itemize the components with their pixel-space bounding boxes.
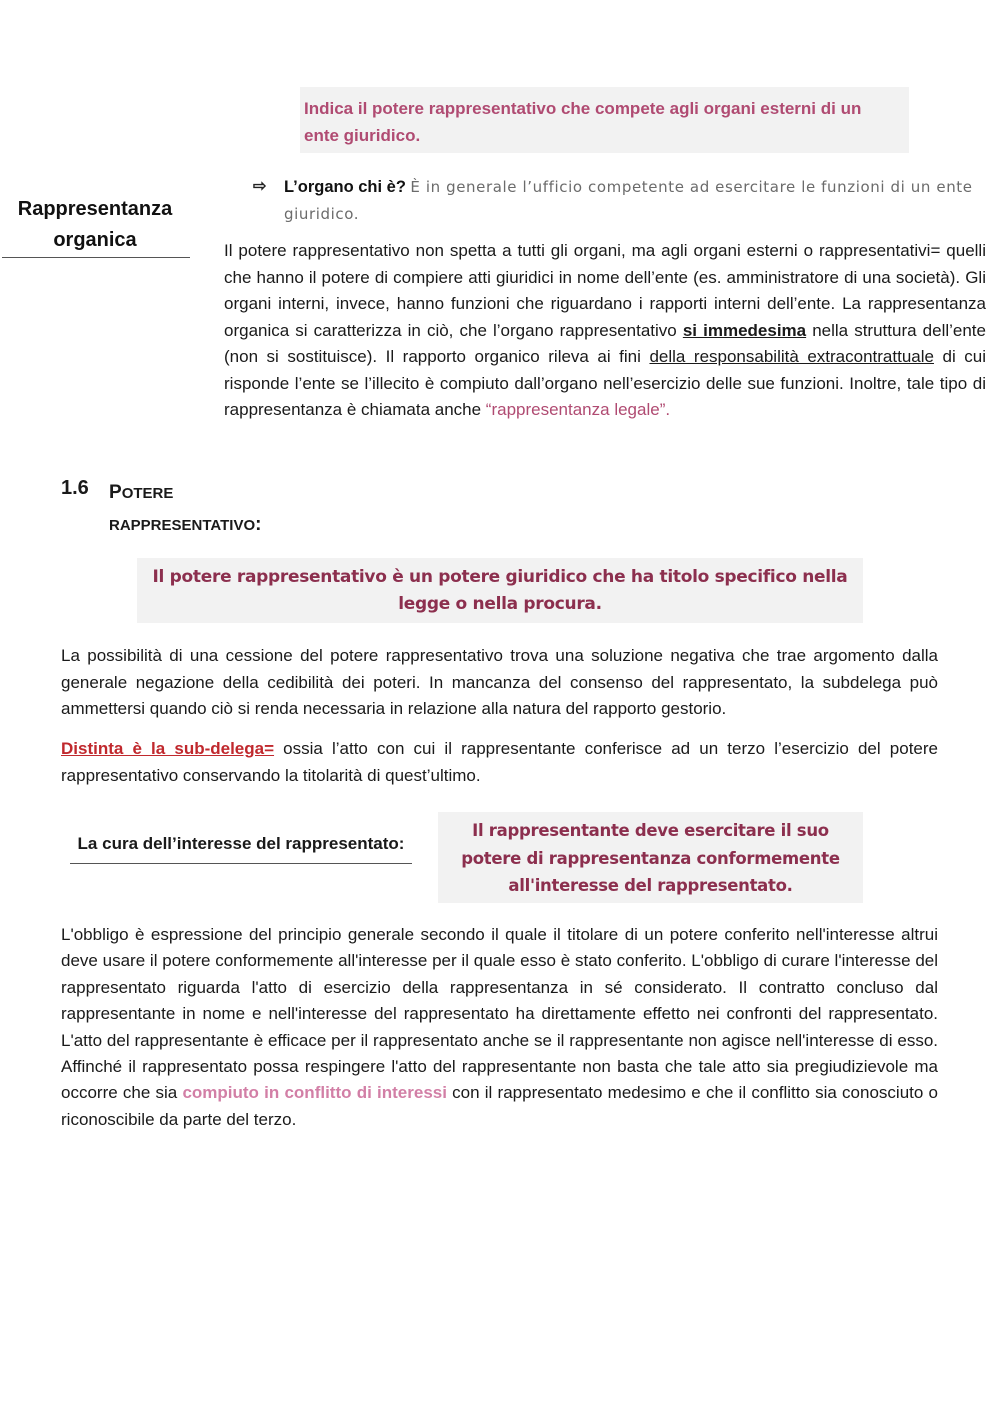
cura-heading-divider [70, 863, 412, 864]
emphasis-immedesima: si immedesima [682, 320, 807, 340]
emphasis-responsabilita: della responsabilità extracontrattuale [649, 347, 934, 366]
text-segment: Il potere rappresentativo non spetta a tutti gli organi, ma agli organi esterni o rappresentativi= quelli che hanno il potere di compiere atti giuridici in nome dell’ente (es. amministratore di una società). Gli organi interni, invece, hanno funzioni che riguardano i rapporti interni dell’ente. La rappresentanza organica si caratterizza in ciò, che l’organo rappresentativo [224, 241, 986, 340]
section-title-line1: OTERE [121, 485, 174, 502]
section-title-initial: P [109, 482, 122, 503]
section-number: 1.6 [61, 477, 89, 499]
paragraph-obbligo [61, 922, 938, 1133]
side-heading: Rappresentanza organica [17, 198, 173, 251]
section-title-colon: : [255, 514, 262, 535]
callout-potere-definition [137, 558, 863, 623]
quote-rappresentanza-legale: “rappresentanza legale”. [485, 400, 671, 419]
organo-content [284, 174, 988, 228]
text-segment: L'obbligo è espressione del principio generale secondo il quale il titolare di un potere conferito nell'interesse altrui deve usare il potere conformemente all'interesse per il quale esso è stato conferito. L'obbligo di curare l'interesse del rappresentato riguarda l'atto di esercizio della rappresentanza in sé considerato. Il contratto concluso dal rappresentante in nome e nell'interesse del rappresentato ha direttamente effetto nei confronti del rappresentato. L'atto del rappresentante è efficace per il rappresentato anche se il rappresentante non agisce nell'interesse di esso. Affinché il rappresentato possa respingere l'atto del rappresentante non basta che tale atto sia pregiudizievole ma occorre che sia [61, 925, 938, 1103]
paragraph-rappresentanza-organica [224, 238, 986, 424]
callout-cura [438, 812, 863, 903]
text-segment: di cui risponde l’ente se l’illecito è compiuto dall’organo nell’esercizio delle sue funzioni. Inoltre, tale tipo di rappresentanza è chiamata anche [224, 347, 986, 419]
organo-bullet [253, 174, 988, 228]
text-segment: nella struttura dell’ente (non si sostituisce). Il rapporto organico rileva ai fini [224, 320, 986, 366]
side-heading-divider [2, 257, 190, 258]
subdelega-text: ossia l’atto con cui il rappresentante conferisce ad un terzo l’esercizio del potere rappresentativo conservando la titolarità di quest’ultimo. [61, 739, 938, 785]
section-title-line2: RAPPRESENTATIVO [109, 517, 256, 534]
organo-answer: È in generale l’ufficio competente ad esercitare le funzioni di un ente giuridico. [284, 178, 973, 223]
callout-definition-text: Indica il potere rappresentativo che compete agli organi esterni di un ente giuridico. [304, 99, 862, 145]
paragraph-subdelega [61, 736, 938, 789]
text-segment: con il rappresentato medesimo e che il conflitto sia conosciuto o riconoscibile da parte del terzo. [61, 1083, 938, 1129]
arrow-right-icon: ⇨ [253, 178, 267, 195]
cura-heading: La cura dell’interesse del rappresentato: [77, 834, 405, 853]
highlight-conflitto: compiuto in conflitto di interessi [182, 1083, 447, 1103]
callout-potere-text: Il potere rappresentativo è un potere giuridico che ha titolo specifico nella legge o nella procura. [152, 567, 848, 614]
organo-question: L’organo chi è? [284, 178, 406, 196]
paragraph-cessione: La possibilità di una cessione del potere rappresentativo trova una soluzione negativa che trae argomento dalla generale negazione della cedibilità dei poteri. In mancanza del consenso del rappresentato, la subdelega può ammettersi quando ciò si renda necessaria in relazione alla natura del rapporto gestorio. [61, 646, 938, 718]
section-title [109, 477, 309, 541]
callout-cura-text: Il rappresentante deve esercitare il suo potere di rappresentanza conformemente all'interesse del rappresentato. [461, 821, 840, 895]
subdelega-lead: Distinta è la sub-delega= [61, 739, 275, 758]
callout-definition-organica [300, 87, 909, 153]
